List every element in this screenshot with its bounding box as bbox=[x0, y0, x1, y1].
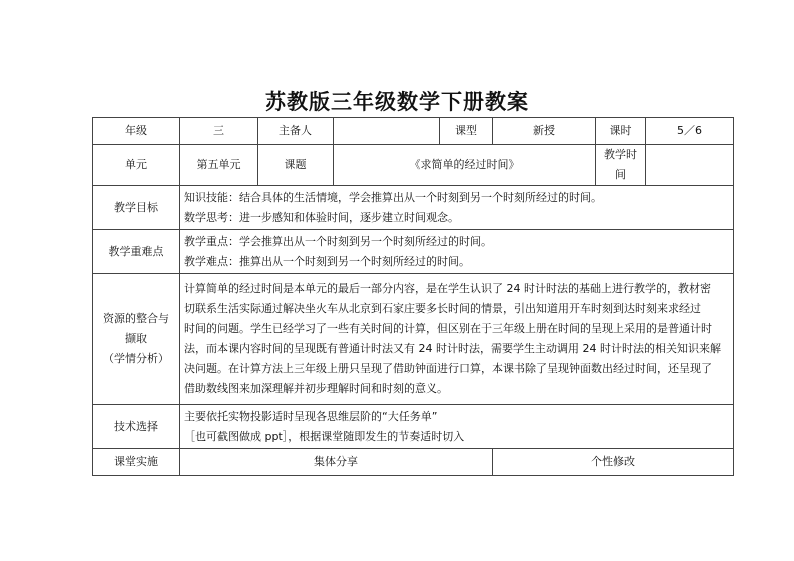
resources-label-line: 资源的整合与 bbox=[103, 312, 169, 325]
period-value: 5／6 bbox=[646, 118, 734, 145]
row-keypoints bbox=[93, 230, 734, 274]
lesson-plan-table bbox=[92, 117, 734, 476]
type-label: 课型 bbox=[440, 118, 493, 145]
tech-label: 技术选择 bbox=[93, 405, 180, 449]
keypoints-label: 教学重难点 bbox=[93, 230, 180, 274]
resources-label-line: （学情分析） bbox=[103, 352, 169, 365]
resources-content bbox=[180, 274, 734, 405]
resources-line: 借助数线图来加深理解并初步理解时间和时刻的意义。 bbox=[184, 382, 448, 395]
row-grade bbox=[93, 118, 734, 145]
row-goals bbox=[93, 186, 734, 230]
grade-label: 年级 bbox=[93, 118, 180, 145]
implement-shared: 集体分享 bbox=[180, 449, 493, 476]
grade-value: 三 bbox=[180, 118, 258, 145]
implement-label: 课堂实施 bbox=[93, 449, 180, 476]
topic-value: 《求简单的经过时间》 bbox=[334, 145, 596, 186]
time-label: 教学时间 bbox=[596, 145, 646, 186]
preparer-value bbox=[334, 118, 440, 145]
time-value bbox=[646, 145, 734, 186]
row-implement bbox=[93, 449, 734, 476]
keypoints-line: 教学重点：学会推算出从一个时刻到另一个时刻所经过的时间。 bbox=[184, 234, 492, 248]
row-unit bbox=[93, 145, 734, 186]
goals-content bbox=[180, 186, 734, 230]
unit-value: 第五单元 bbox=[180, 145, 258, 186]
preparer-label: 主备人 bbox=[258, 118, 334, 145]
tech-line: ［也可截图做成 ppt］，根据课堂随即发生的节奏适时切入 bbox=[184, 429, 465, 443]
row-tech bbox=[93, 405, 734, 449]
resources-label bbox=[93, 274, 180, 405]
goals-label: 教学目标 bbox=[93, 186, 180, 230]
period-label: 课时 bbox=[596, 118, 646, 145]
type-value: 新授 bbox=[493, 118, 596, 145]
resources-line: 时间的问题。学生已经学习了一些有关时间的计算，但区别在于三年级上册在时间的呈现上采用的是普通计时 bbox=[184, 322, 712, 335]
resources-line: 计算简单的经过时间是本单元的最后一部分内容，是在学生认识了 24 时计时法的基础上进行教学的，教材密 bbox=[184, 282, 711, 295]
goals-line: 知识技能：结合具体的生活情境，学会推算出从一个时刻到另一个时刻所经过的时间。 bbox=[184, 190, 602, 204]
topic-label: 课题 bbox=[258, 145, 334, 186]
row-resources bbox=[93, 274, 734, 405]
resources-label-line: 撷取 bbox=[125, 332, 147, 345]
tech-content bbox=[180, 405, 734, 449]
goals-line: 数学思考：进一步感知和体验时间，逐步建立时间观念。 bbox=[184, 210, 459, 224]
resources-line: 切联系生活实际通过解决坐火车从北京到石家庄要多长时间的情景，引出知道用开车时刻到达时刻来求经过 bbox=[184, 302, 701, 315]
tech-line: 主要依托实物投影适时呈现各思维层阶的“大任务单” bbox=[184, 409, 438, 423]
implement-personal: 个性修改 bbox=[493, 449, 734, 476]
resources-line: 法，而本课内容时间的呈现既有普通计时法又有 24 时计时法，需要学生主动调用 24 时计时法的相关知识来解 bbox=[184, 342, 721, 355]
document-title: 苏教版三年级数学下册教案 bbox=[265, 90, 529, 114]
keypoints-content bbox=[180, 230, 734, 274]
keypoints-line: 教学难点：推算出从一个时刻到另一个时刻所经过的时间。 bbox=[184, 254, 470, 268]
unit-label: 单元 bbox=[93, 145, 180, 186]
resources-line: 决问题。在计算方法上三年级上册只呈现了借助钟面进行口算，本课书除了呈现钟面数出经过时间，还呈现了 bbox=[184, 362, 712, 375]
